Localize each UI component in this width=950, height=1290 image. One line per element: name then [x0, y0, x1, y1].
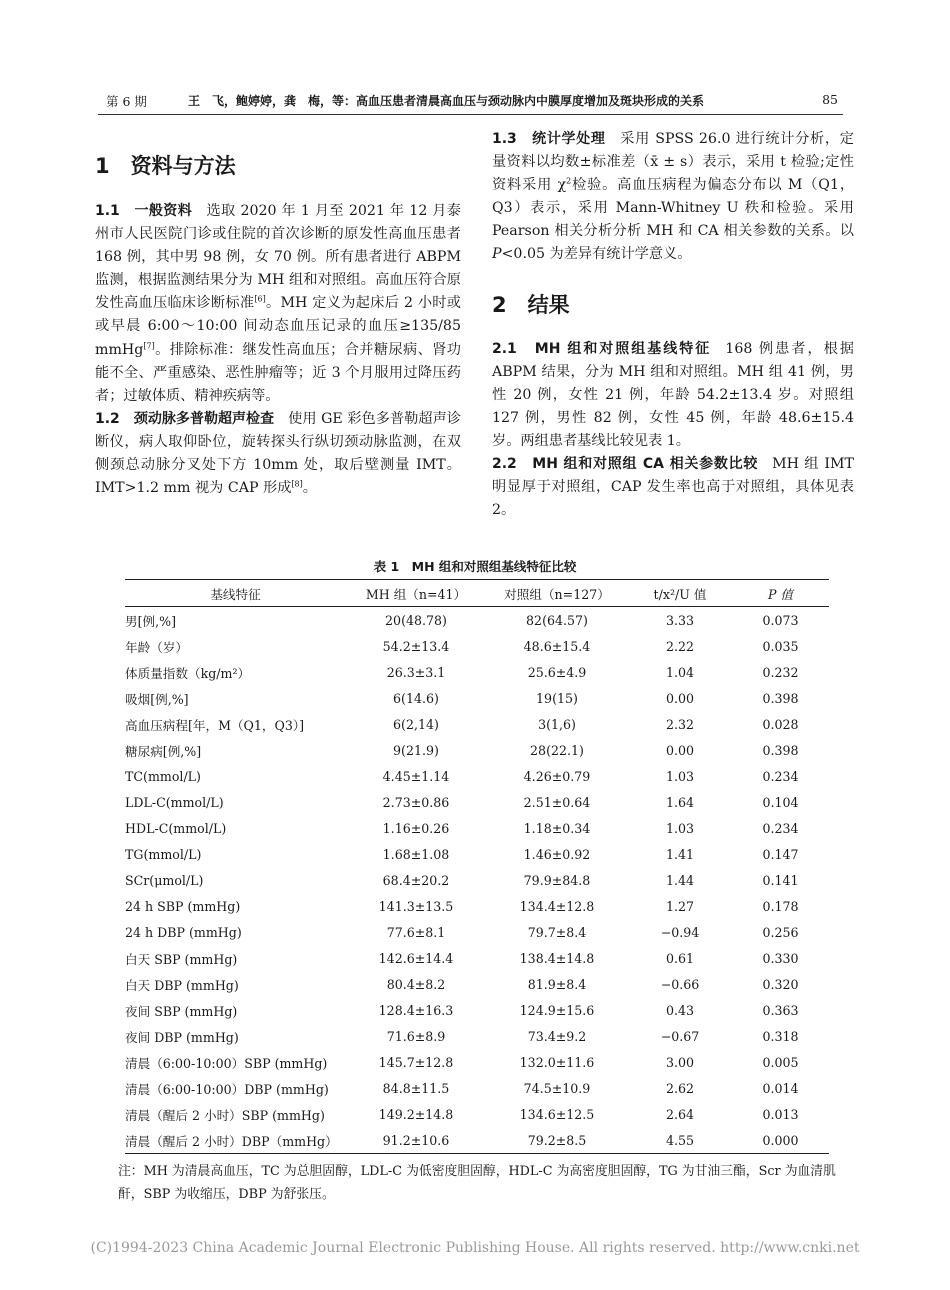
- table-cell: 2.51±0.64: [523, 794, 591, 810]
- table-cell: 高血压病程[年，M（Q1，Q3）]: [125, 717, 305, 733]
- table-cell: 1.41: [665, 846, 695, 862]
- table-cell: 134.4±12.8: [519, 898, 595, 914]
- paragraph-1-2: [95, 408, 461, 500]
- table-note: 注：MH 为清晨高血压，TC 为总胆固醇，LDL-C 为低密度胆固醇，HDL-C 为高密度胆固醇，TG 为甘油三酯，Scr 为血清肌酐，SBP 为收缩压，DBP 为舒张压。: [118, 1164, 836, 1202]
- table-cell: TG(mmol/L): [125, 846, 202, 862]
- table-cell: 体质量指数（kg/m²）: [125, 665, 251, 681]
- table-cell: 81.9±8.4: [527, 976, 587, 992]
- table-cell: 0.035: [762, 638, 799, 654]
- table-cell: 0.61: [665, 950, 695, 966]
- table-cell: 0.005: [762, 1054, 799, 1070]
- table-cell: 68.4±20.2: [382, 872, 450, 888]
- baseline-table: [125, 579, 829, 1154]
- table-cell: 白天 SBP (mmHg): [125, 951, 238, 967]
- table-cell: 24 h DBP (mmHg): [125, 924, 242, 940]
- table-row: [125, 1127, 829, 1154]
- table-cell: HDL-C(mmol/L): [125, 820, 227, 836]
- table-cell: 141.3±13.5: [378, 898, 454, 914]
- table-row: [125, 737, 829, 763]
- table-row: [125, 919, 829, 945]
- table-cell: 0.104: [762, 794, 799, 810]
- table-cell: 1.03: [665, 820, 695, 836]
- table-row: [125, 841, 829, 867]
- table-cell: 0.398: [762, 742, 799, 758]
- issue-number: 第 6 期: [106, 94, 147, 109]
- table-cell: 4.26±0.79: [523, 768, 591, 784]
- text-1-3a: 采用 SPSS 26.0 进行统计分析，定量资料以均数±标准差（x̄ ± s）表示，采用 t 检验;定性资料采用 χ: [492, 131, 854, 194]
- table-row: [125, 971, 829, 997]
- table-cell: 71.6±8.9: [386, 1028, 446, 1044]
- table-cell: 0.43: [665, 1002, 695, 1018]
- table-cell: 20(48.78): [385, 612, 447, 628]
- right-column: [492, 128, 854, 522]
- table-cell: 79.7±8.4: [527, 924, 587, 940]
- table-header-row: [125, 580, 829, 607]
- table-cell: 149.2±14.8: [378, 1106, 454, 1122]
- table-cell: 白天 DBP (mmHg): [125, 977, 239, 993]
- running-header: [98, 92, 838, 110]
- text-1-1a: 选取 2020 年 1 月至 2021 年 12 月泰州市人民医院门诊或住院的首次诊断的原发性高血压患者 168 例，其中男 98 例，女 70 例。所有患者进行 ABPM 监测，根据监测结果分为 MH 组和对照组。高血压符合原发性高血压临床诊断标准: [95, 203, 461, 312]
- text-1-2b: 。: [302, 480, 317, 497]
- table-cell: 0.178: [762, 898, 799, 914]
- table-cell: 0.000: [732, 1127, 829, 1154]
- table-cell: 25.6±4.9: [527, 664, 587, 680]
- table-cell: 1.44: [665, 872, 695, 888]
- table-cell: 79.9±84.8: [523, 872, 591, 888]
- copyright-notice: (C)1994-2023 China Academic Journal Electronic Publishing House. All rights reserved. http://www.cnki.net: [90, 1240, 860, 1256]
- table-cell: −0.66: [660, 976, 700, 992]
- heading-2-1: 2.1 MH 组和对照组基线特征: [492, 340, 712, 357]
- table-cell: 77.6±8.1: [386, 924, 446, 940]
- heading-2-2: 2.2 MH 组和对照组 CA 相关参数比较: [492, 456, 759, 473]
- table-cell: 91.2±10.6: [346, 1127, 486, 1154]
- table-cell: 24 h SBP (mmHg): [125, 898, 241, 914]
- table-cell: 2.32: [665, 716, 695, 732]
- table-row: [125, 1101, 829, 1127]
- table-cell: 138.4±14.8: [519, 950, 595, 966]
- table-cell: 0.234: [762, 768, 799, 784]
- heading-1-1: 1.1 一般资料: [95, 203, 193, 219]
- table-cell: 1.03: [665, 768, 695, 784]
- table-row: [125, 763, 829, 789]
- table-cell: 1.04: [665, 664, 695, 680]
- table-row: [125, 997, 829, 1023]
- heading-1-2: 1.2 颈动脉多普勒超声检查: [95, 410, 275, 427]
- table-cell: 1.18±0.34: [523, 820, 591, 836]
- ref-7: [7]: [143, 340, 155, 350]
- table-cell: 54.2±13.4: [382, 638, 450, 654]
- table-cell: 0.00: [665, 742, 695, 758]
- table-cell: 48.6±15.4: [523, 638, 591, 654]
- table-cell: 84.8±11.5: [382, 1080, 450, 1096]
- table-cell: 清晨（6:00-10:00）DBP (mmHg): [125, 1081, 329, 1097]
- text-1-1c: 。排除标准：继发性高血压；合并糖尿病、肾功能不全、严重感染、恶性肿瘤等；近 3 个月服用过降压药者；过敏体质、精神疾病等。: [95, 341, 461, 404]
- table-cell: 26.3±3.1: [386, 664, 446, 680]
- section-1-title: 1 资料与方法: [95, 154, 236, 178]
- table-cell: LDL-C(mmol/L): [125, 794, 224, 810]
- table-cell: 0.363: [762, 1002, 799, 1018]
- table-row: [125, 685, 829, 711]
- col-header-mh: MH 组（n=41）: [346, 580, 486, 607]
- table-cell: 3.00: [665, 1054, 695, 1070]
- table-cell: 3.33: [665, 612, 695, 628]
- table-cell: 128.4±16.3: [378, 1002, 454, 1018]
- chi-square-superscript: 2: [566, 176, 572, 186]
- col-header-control: 对照组（n=127）: [486, 580, 628, 607]
- table-cell: 夜间 DBP (mmHg): [125, 1029, 239, 1045]
- table-cell: −0.67: [660, 1028, 700, 1044]
- table-cell: 0.330: [762, 950, 799, 966]
- table-row: [125, 1023, 829, 1049]
- table-cell: 134.6±12.5: [519, 1106, 595, 1122]
- table-row: [125, 633, 829, 659]
- table-caption: 表 1 MH 组和对照组基线特征比较: [373, 559, 577, 574]
- table-cell: 4.45±1.14: [382, 768, 450, 784]
- table-cell: 80.4±8.2: [386, 976, 446, 992]
- table-row: [125, 607, 829, 634]
- table-cell: 124.9±15.6: [519, 1002, 595, 1018]
- table-row: [125, 659, 829, 685]
- table-cell: 0.256: [762, 924, 799, 940]
- table-row: [125, 867, 829, 893]
- table-row: [125, 1075, 829, 1101]
- table-cell: 清晨（6:00-10:00）SBP (mmHg): [125, 1055, 328, 1071]
- table-cell: 2.62: [665, 1080, 695, 1096]
- table-cell: 6(2,14): [393, 716, 439, 732]
- ref-6: [6]: [254, 294, 266, 304]
- table-row: [125, 711, 829, 737]
- table-cell: 145.7±12.8: [378, 1054, 454, 1070]
- table-cell: 2.22: [665, 638, 695, 654]
- table-cell: 1.46±0.92: [523, 846, 591, 862]
- col-header-stat: t/x²/U 值: [628, 580, 732, 607]
- table-cell: 吸烟[例,%]: [125, 691, 189, 707]
- table-cell: 79.2±8.5: [486, 1127, 628, 1154]
- header-rule: [98, 114, 843, 115]
- col-header-feature: 基线特征: [125, 580, 346, 607]
- table-cell: 男[例,%]: [125, 613, 176, 629]
- table-cell: 2.64: [665, 1106, 695, 1122]
- table-cell: TC(mmol/L): [125, 768, 201, 784]
- table-cell: 1.68±1.08: [382, 846, 450, 862]
- table-cell: 2.73±0.86: [382, 794, 450, 810]
- table-cell: −0.94: [660, 924, 700, 940]
- heading-1-3: 1.3 统计学处理: [492, 131, 606, 147]
- text-1-2a: 使用 GE 彩色多普勒超声诊断仪，病人取仰卧位，旋转探头行纵切颈动脉监测，在双侧颈总动脉分叉处下方 10mm 处，取后壁测量 IMT。IMT>1.2 mm 视为 CAP 形成: [95, 410, 461, 497]
- table-cell: 3(1,6): [538, 716, 576, 732]
- table-cell: 28(22.1): [530, 742, 584, 758]
- paragraph-1-3: [492, 128, 854, 267]
- table-cell: 0.234: [762, 820, 799, 836]
- table-cell: 0.232: [762, 664, 799, 680]
- table-cell: 夜间 SBP (mmHg): [125, 1003, 238, 1019]
- col-header-p: P 值: [732, 580, 829, 607]
- left-column: [95, 200, 461, 500]
- table-cell: 6(14.6): [393, 690, 439, 706]
- text-2-1: 168 例患者，根据 ABPM 结果，分为 MH 组和对照组。MH 组 41 例，男性 20 例，女性 21 例，年龄 54.2±13.4 岁。对照组 127 例，男性 82 例，女性 45 例，年龄 48.6±15.4 岁。两组患者基线比较见表 1。: [492, 340, 854, 449]
- text-1-3c: <0.05 为差异有统计学意义。: [501, 246, 692, 263]
- table-cell: 142.6±14.4: [378, 950, 454, 966]
- table-row: [125, 945, 829, 971]
- table-cell: 0.00: [665, 690, 695, 706]
- paragraph-1-1: [95, 200, 461, 408]
- table-row: [125, 815, 829, 841]
- table-cell: 1.64: [665, 794, 695, 810]
- table-cell: 132.0±11.6: [519, 1054, 595, 1070]
- section-2-title: 2 结果: [492, 292, 570, 317]
- p-symbol: P: [492, 246, 502, 263]
- table-cell: 74.5±10.9: [523, 1080, 591, 1096]
- table-cell: 82(64.57): [526, 612, 588, 628]
- table-cell: 19(15): [536, 690, 578, 706]
- table-cell: 0.398: [762, 690, 799, 706]
- table-cell: 1.16±0.26: [382, 820, 450, 836]
- table-cell: SCr(μmol/L): [125, 872, 204, 888]
- table-cell: 0.013: [762, 1106, 799, 1122]
- table-cell: 0.028: [762, 716, 799, 732]
- text-2-2: MH 组 IMT 明显厚于对照组，CAP 发生率也高于对照组，具体见表 2。: [492, 456, 854, 519]
- table-cell: 1.27: [665, 898, 695, 914]
- text-1-3b: 检验。高血压病程为偏态分布以 M（Q1，Q3）表示，采用 Mann-Whitney U 秩和检验。采用 Pearson 相关分析分析 MH 和 CA 相关参数的关系。以: [492, 177, 855, 240]
- table-cell: 0.014: [762, 1080, 799, 1096]
- table-cell: 清晨（醒后 2 小时）SBP (mmHg): [125, 1107, 325, 1123]
- ref-8: [8]: [291, 479, 303, 489]
- table-row: [125, 893, 829, 919]
- table-cell: 糖尿病[例,%]: [125, 743, 202, 759]
- running-title: 王 飞，鲍婷婷，龚 梅，等：高血压患者清晨高血压与颈动脉内中膜厚度增加及斑块形成的关系: [188, 94, 705, 108]
- table-cell: 0.141: [762, 872, 799, 888]
- table-cell: 9(21.9): [393, 742, 439, 758]
- table-cell: 年龄（岁）: [125, 639, 188, 655]
- table-row: [125, 1049, 829, 1075]
- page-number: 85: [822, 92, 838, 107]
- table-row: [125, 789, 829, 815]
- paragraph-2-2: [492, 453, 854, 522]
- table-cell: 清晨（醒后 2 小时）DBP（mmHg）: [125, 1127, 346, 1154]
- table-cell: 4.55: [628, 1127, 732, 1154]
- table-cell: 73.4±9.2: [527, 1028, 587, 1044]
- table-cell: 0.147: [762, 846, 799, 862]
- table-cell: 0.073: [762, 612, 799, 628]
- table-cell: 0.318: [762, 1028, 799, 1044]
- paragraph-2-1: [492, 338, 854, 453]
- table-cell: 0.320: [762, 976, 799, 992]
- text-1-1b: 。MH 定义为起床后 2 小时或或早晨 6:00～10:00 间动态血压记录的血压≥135/85 mmHg: [95, 295, 461, 358]
